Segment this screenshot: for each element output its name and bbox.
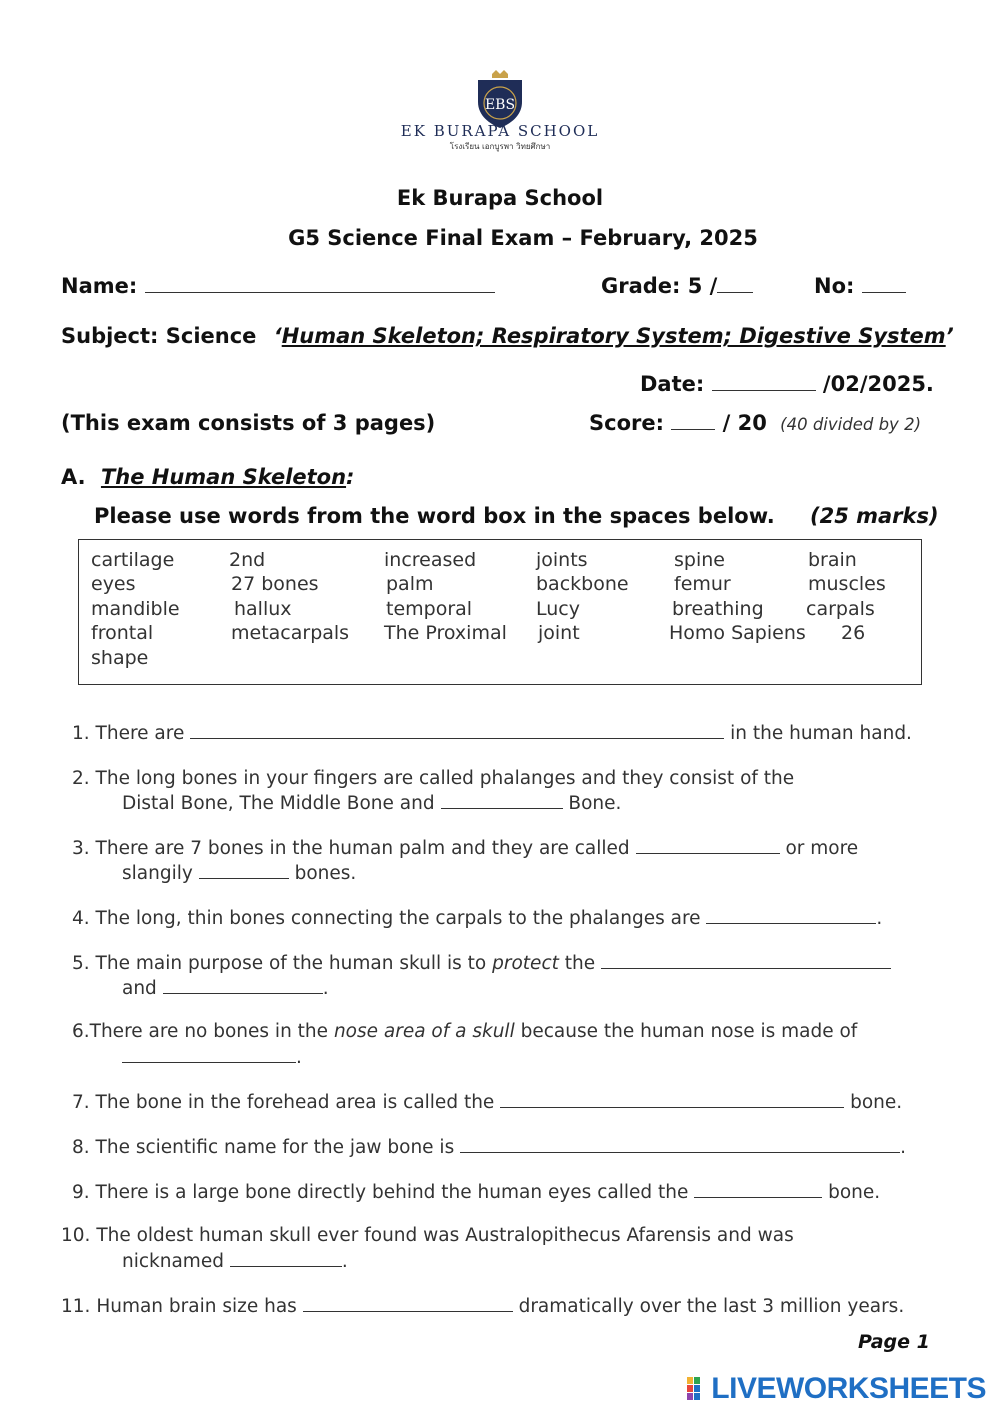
word-item: backbone bbox=[536, 573, 629, 595]
question-number: 7. bbox=[72, 1092, 90, 1113]
score-total: / 20 bbox=[722, 411, 767, 435]
question-text: . bbox=[296, 1047, 302, 1068]
question-text: . bbox=[322, 978, 329, 999]
date-blank[interactable] bbox=[712, 374, 816, 391]
liveworksheets-watermark bbox=[687, 1372, 986, 1406]
question-text: . bbox=[876, 908, 883, 929]
answer-blank[interactable] bbox=[199, 862, 289, 879]
grade-field-row bbox=[601, 274, 753, 298]
question-text: The oldest human skull ever found was Australopithecus Afarensis and was bbox=[96, 1225, 794, 1246]
word-item: mandible bbox=[91, 598, 180, 620]
crest-letters: EBS bbox=[484, 97, 516, 113]
name-label: Name: bbox=[61, 274, 138, 298]
word-item: spine bbox=[674, 549, 725, 571]
word-item: increased bbox=[384, 549, 477, 571]
question-text: bones. bbox=[294, 863, 357, 884]
section-title: The Human Skeleton bbox=[100, 465, 347, 489]
word-item: 27 bones bbox=[231, 573, 319, 595]
question-4 bbox=[72, 907, 882, 929]
word-item: Homo Sapiens bbox=[669, 622, 806, 644]
question-text: bone. bbox=[828, 1182, 881, 1203]
grade-blank[interactable] bbox=[717, 276, 753, 293]
name-field-row bbox=[61, 274, 495, 298]
question-text: The bone in the forehead area is called the bbox=[95, 1092, 495, 1113]
page-number: Page 1 bbox=[858, 1331, 930, 1353]
liveworksheets-text: LIVEWORKSHEETS bbox=[711, 1372, 986, 1405]
question-9 bbox=[72, 1181, 880, 1203]
question-text: dramatically over the last 3 million years. bbox=[518, 1296, 905, 1317]
answer-blank[interactable] bbox=[694, 1181, 822, 1198]
question-number: 1. bbox=[72, 723, 90, 744]
answer-blank[interactable] bbox=[636, 837, 780, 854]
question-text: the bbox=[564, 953, 596, 974]
name-blank[interactable] bbox=[145, 276, 495, 293]
question-8 bbox=[72, 1136, 906, 1158]
school-logo-name: EK BURAPA SCHOOL bbox=[400, 122, 600, 140]
question-number: 4. bbox=[72, 908, 90, 929]
score-blank[interactable] bbox=[671, 413, 715, 430]
answer-blank[interactable] bbox=[500, 1091, 844, 1108]
question-text: nicknamed bbox=[122, 1251, 224, 1272]
liveworksheets-icon bbox=[687, 1377, 709, 1401]
word-item: eyes bbox=[91, 573, 136, 595]
question-6 bbox=[72, 1021, 857, 1042]
question-text: bone. bbox=[850, 1092, 903, 1113]
answer-blank[interactable] bbox=[601, 952, 891, 969]
word-item: cartilage bbox=[91, 549, 175, 571]
word-item: joint bbox=[538, 622, 580, 644]
question-6-line-2 bbox=[122, 1046, 302, 1068]
question-10 bbox=[61, 1225, 794, 1246]
question-7 bbox=[72, 1091, 902, 1113]
question-number: 11. bbox=[61, 1296, 91, 1317]
subject-topics: Human Skeleton; Respiratory System; Digestive System bbox=[281, 324, 946, 348]
school-crest-logo bbox=[470, 68, 530, 130]
number-blank[interactable] bbox=[862, 276, 906, 293]
question-number: 6. bbox=[72, 1021, 90, 1042]
number-field-row bbox=[814, 274, 906, 298]
pages-note: (This exam consists of 3 pages) bbox=[61, 411, 436, 435]
answer-blank[interactable] bbox=[460, 1136, 900, 1153]
exam-title: G5 Science Final Exam – February, 2025 bbox=[288, 226, 758, 250]
subject-label: Subject: Science bbox=[61, 324, 257, 348]
grade-label: Grade: 5 / bbox=[601, 274, 718, 298]
section-instruction: Please use words from the word box in the spaces below. bbox=[94, 504, 775, 528]
answer-blank[interactable] bbox=[190, 722, 724, 739]
subject-row bbox=[61, 324, 954, 348]
word-item: hallux bbox=[234, 598, 292, 620]
school-logo-subtitle: โรงเรียน เอกบูรพา วิทยศึกษา bbox=[449, 142, 551, 151]
question-number: 8. bbox=[72, 1137, 90, 1158]
word-item: metacarpals bbox=[231, 622, 350, 644]
question-text: The long bones in your fingers are called phalanges and they consist of the bbox=[95, 768, 795, 789]
question-text: There is a large bone directly behind the human eyes called the bbox=[95, 1182, 689, 1203]
question-1 bbox=[72, 722, 912, 744]
date-field-row bbox=[640, 372, 934, 396]
subject-quote-close: ’ bbox=[945, 324, 954, 348]
question-2-line-2 bbox=[122, 792, 621, 814]
answer-blank[interactable] bbox=[303, 1295, 513, 1312]
question-number: 5. bbox=[72, 953, 90, 974]
answer-blank[interactable] bbox=[441, 792, 563, 809]
question-text: or more bbox=[785, 838, 859, 859]
score-row bbox=[589, 411, 921, 435]
question-text: because the human nose is made of bbox=[520, 1021, 858, 1042]
score-note: (40 divided by 2) bbox=[780, 415, 922, 434]
question-text: The long, thin bones connecting the carpals to the phalanges are bbox=[95, 908, 701, 929]
subject-quote-open: ‘ bbox=[273, 324, 282, 348]
section-colon: : bbox=[346, 465, 355, 489]
question-text: Bone. bbox=[568, 793, 622, 814]
word-item: 26 bbox=[841, 622, 866, 644]
question-text: The scientific name for the jaw bone is bbox=[95, 1137, 455, 1158]
word-box bbox=[78, 539, 922, 685]
question-text: There are no bones in the bbox=[89, 1021, 329, 1042]
question-3-line-2 bbox=[122, 862, 356, 884]
word-item: The Proximal bbox=[384, 622, 507, 644]
word-item: muscles bbox=[808, 573, 886, 595]
word-item: carpals bbox=[806, 598, 875, 620]
question-3 bbox=[72, 837, 858, 859]
question-text: slangily bbox=[122, 863, 193, 884]
question-number: 9. bbox=[72, 1182, 90, 1203]
word-item: 2nd bbox=[229, 549, 266, 571]
score-label: Score: bbox=[589, 411, 664, 435]
question-10-line-2 bbox=[122, 1250, 348, 1272]
section-marks: (25 marks) bbox=[810, 504, 939, 528]
question-emphasis: protect bbox=[492, 953, 559, 974]
word-item: frontal bbox=[91, 622, 154, 644]
question-text: in the human hand. bbox=[730, 723, 912, 744]
number-label: No: bbox=[814, 274, 855, 298]
word-item: palm bbox=[386, 573, 434, 595]
question-text: Human brain size has bbox=[96, 1296, 297, 1317]
word-item: Lucy bbox=[536, 598, 580, 620]
word-item: femur bbox=[674, 573, 731, 595]
word-item: joints bbox=[536, 549, 588, 571]
question-text: Distal Bone, The Middle Bone and bbox=[122, 793, 435, 814]
answer-blank[interactable] bbox=[706, 907, 876, 924]
date-suffix: /02/2025. bbox=[822, 372, 934, 396]
answer-blank[interactable] bbox=[163, 977, 323, 994]
school-title: Ek Burapa School bbox=[396, 186, 604, 210]
section-a-heading bbox=[61, 465, 354, 489]
question-text: The main purpose of the human skull is to bbox=[95, 953, 487, 974]
question-11 bbox=[61, 1295, 904, 1317]
question-number: 10. bbox=[61, 1225, 91, 1246]
word-item: shape bbox=[91, 647, 149, 669]
answer-blank[interactable] bbox=[230, 1250, 342, 1267]
question-number: 2. bbox=[72, 768, 90, 789]
word-item: temporal bbox=[386, 598, 473, 620]
question-2 bbox=[72, 768, 794, 789]
section-letter: A. bbox=[61, 465, 86, 489]
word-item: brain bbox=[808, 549, 857, 571]
answer-blank[interactable] bbox=[122, 1046, 296, 1063]
question-5-line-2 bbox=[122, 977, 329, 999]
question-text: and bbox=[122, 978, 157, 999]
question-text: . bbox=[900, 1137, 906, 1158]
word-item: breathing bbox=[672, 598, 764, 620]
question-5 bbox=[72, 952, 891, 974]
question-text: There are bbox=[95, 723, 185, 744]
date-label: Date: bbox=[640, 372, 705, 396]
question-emphasis: nose area of a skull bbox=[333, 1021, 515, 1042]
question-text: . bbox=[341, 1251, 348, 1272]
question-number: 3. bbox=[72, 838, 90, 859]
question-text: There are 7 bones in the human palm and they are called bbox=[95, 838, 630, 859]
